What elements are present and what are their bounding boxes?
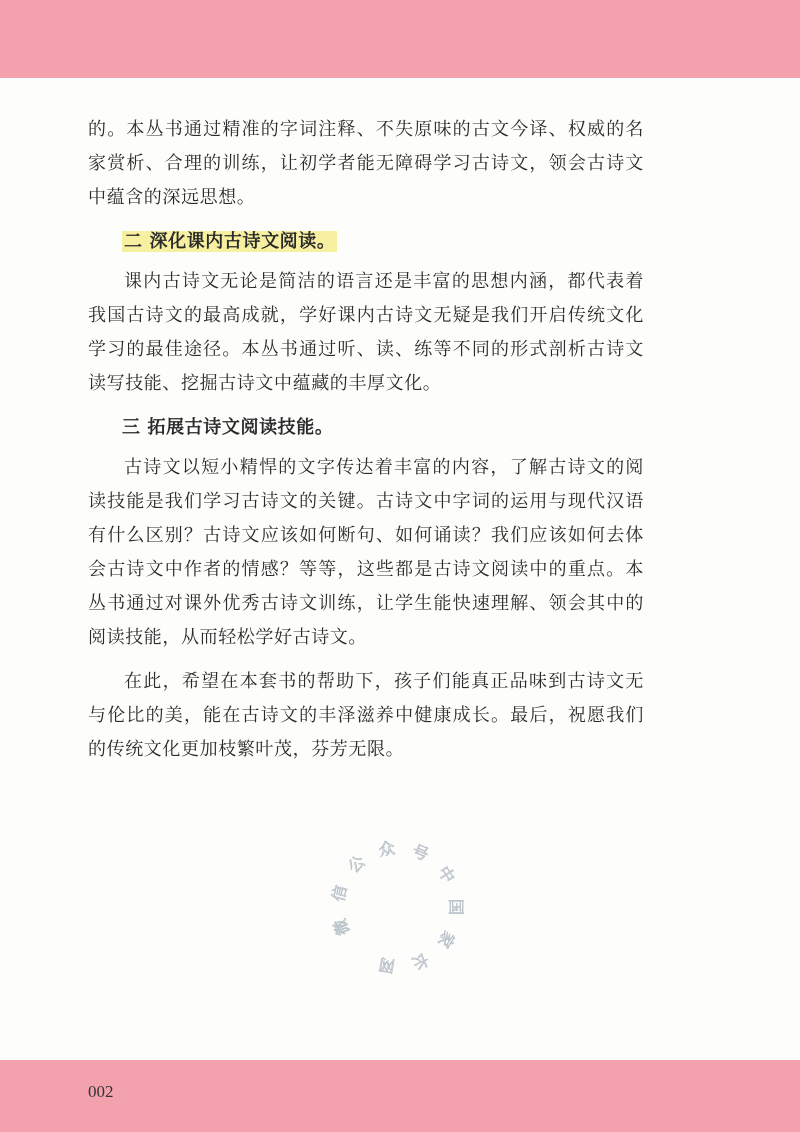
paragraph-2: 课内古诗文无论是简洁的语言还是丰富的思想内涵，都代表着我国古诗文的最高成就，学好课内古诗文无疑是我们开启传统文化学习的最佳途径。本丛书通过听、读、练等不同的形式剖析古诗文读写技能、挖掘古诗文中蕴藏的丰厚文化。 [88,271,644,394]
section-heading-2-text: 二 深化课内古诗文阅读。 [124,231,336,252]
section-heading-3 [122,411,644,445]
watermark-char: 公 [344,851,369,877]
watermark-char: 中 [433,862,459,887]
section-heading-2 [122,225,644,259]
bottom-color-band [0,1060,800,1132]
paragraph-1: 的。本丛书通过精准的字词注释、不失原味的古文今译、权威的名家赏析、合理的训练，让初学者能无障碍学习古诗文，领会古诗文中蕴含的深远思想。 [88,119,644,208]
watermark-stamp [322,832,472,982]
watermark-char: 信 [328,883,351,904]
section-heading-3-text: 三 拓展古诗文阅读技能。 [122,417,334,438]
watermark-char: 网 [377,954,397,976]
watermark-char: 微 [329,916,354,938]
watermark-char: 号 [409,840,432,865]
watermark-char: 国 [446,898,466,916]
watermark-char: 众 [377,838,397,860]
page-number: 002 [88,1082,114,1101]
paragraph-3: 古诗文以短小精悍的文字传达着丰富的内容，了解古诗文的阅读技能是我们学习古诗文的关键。古诗文中字词的运用与现代汉语有什么区别？古诗文应该如何断句、如何诵读？我们应该如何去体会古诗文中作者的情感？等等，这些都是古诗文阅读中的重点。本丛书通过对课外优秀古诗文训练，让学生能快速理解、领会其中的阅读技能，从而轻松学好古诗文。 [88,457,644,648]
paragraph-4: 在此，希望在本套书的帮助下，孩子们能真正品味到古诗文无与伦比的美，能在古诗文的丰泽滋养中健康成长。最后，祝愿我们的传统文化更加枝繁叶茂，芬芳无限。 [88,671,644,760]
page-body [88,113,644,767]
watermark-char: 长 [409,949,432,974]
top-color-band [0,0,800,78]
watermark-char: 家 [433,927,459,952]
